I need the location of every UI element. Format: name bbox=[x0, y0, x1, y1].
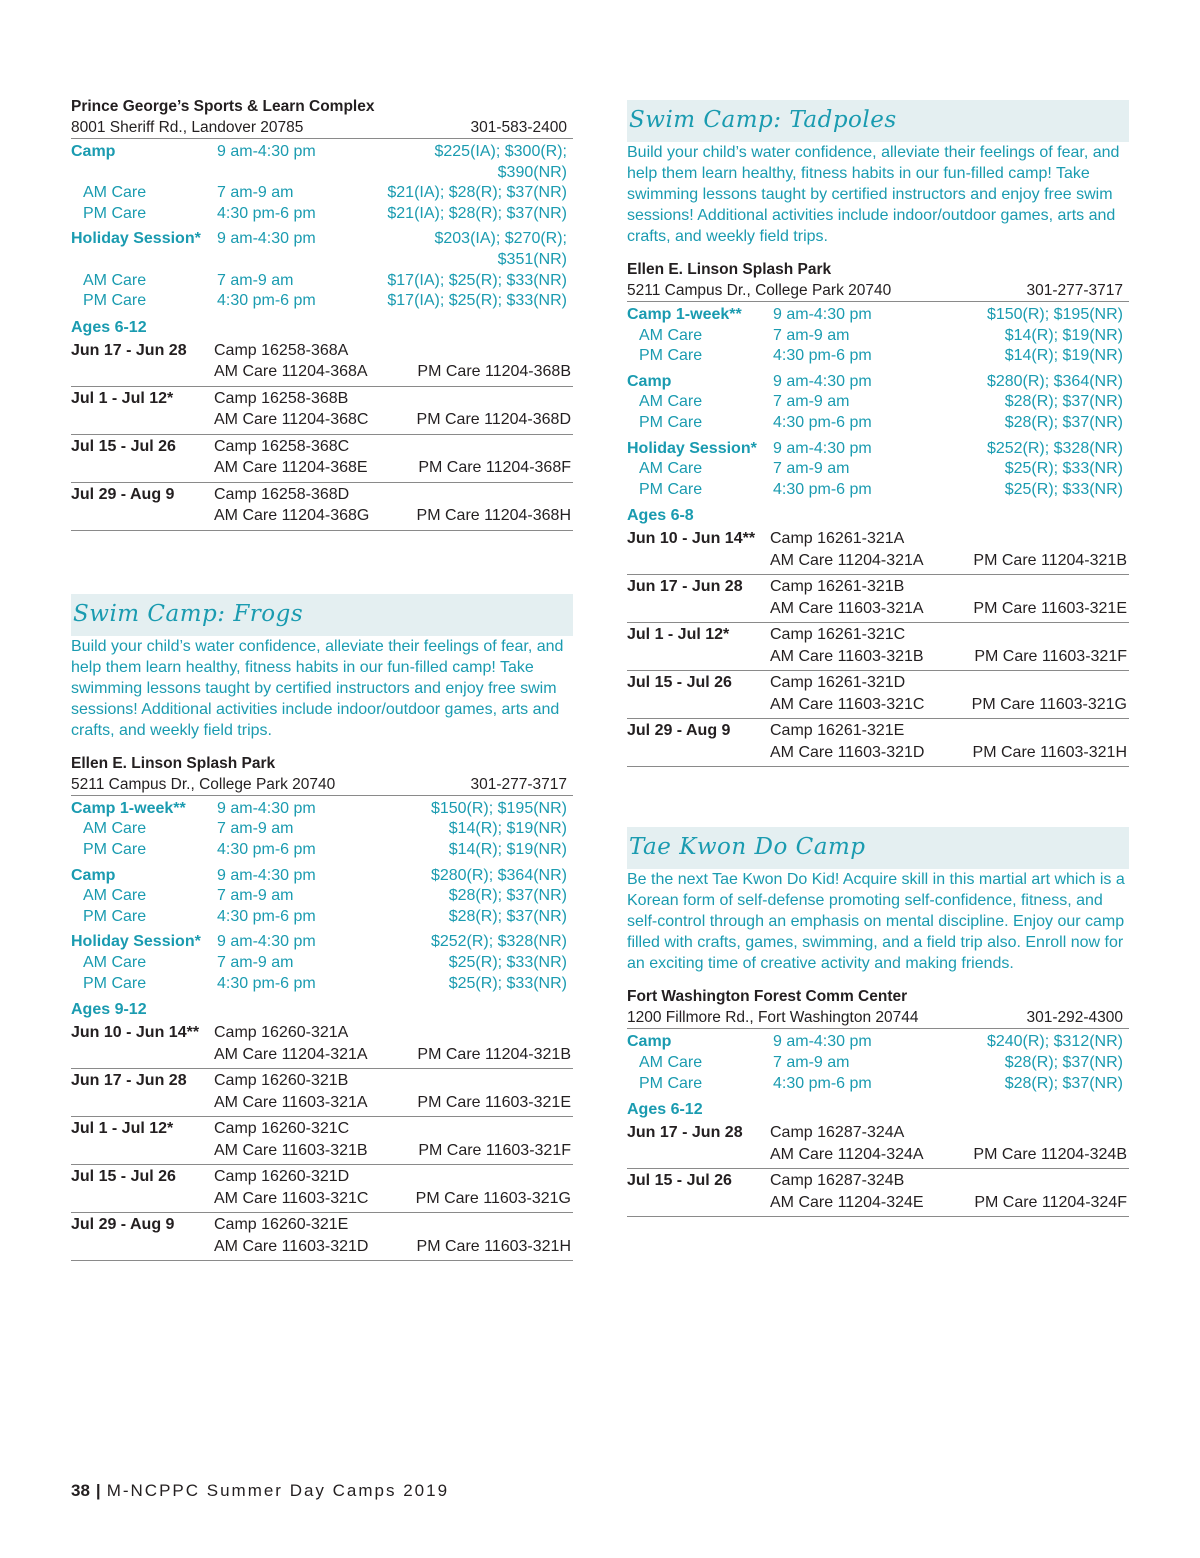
fee-label: Camp 1-week** bbox=[71, 799, 186, 817]
fee-group bbox=[627, 439, 1129, 501]
fee-price: $25(R); $33(NR) bbox=[1004, 480, 1123, 498]
section-description: Be the next Tae Kwon Do Kid! Acquire skill in this martial art which is a Korean form of self-defense promoting self-confidence, fitness, and self-control through an emphasis on mental discipline. Enjoy our camp filled with crafts, games, swimming, and a field trip also. Enroll now for an exciting time of creative activity and making friends. bbox=[627, 871, 1125, 973]
session-row bbox=[71, 1117, 573, 1165]
fee-label: AM Care bbox=[83, 820, 147, 838]
fee-label: Holiday Session* bbox=[71, 230, 201, 248]
location-address: 8001 Sheriff Rd., Landover 20785 bbox=[71, 119, 304, 136]
fee-time: 9 am-4:30 pm bbox=[217, 866, 316, 884]
pm-care-code: PM Care 11603-321G bbox=[415, 1189, 571, 1207]
session-row bbox=[71, 483, 573, 531]
fee-label: PM Care bbox=[83, 907, 147, 925]
fee-price: $28(R); $37(NR) bbox=[448, 887, 567, 905]
am-care-code: AM Care 11204-368A bbox=[214, 363, 368, 381]
am-care-code: AM Care 11204-368E bbox=[214, 459, 368, 477]
camp-code: Camp 16287-324A bbox=[770, 1124, 905, 1142]
session-row bbox=[71, 1069, 573, 1117]
fee-row bbox=[627, 372, 1129, 393]
session-dates: Jul 1 - Jul 12* bbox=[71, 389, 174, 407]
session-dates: Jun 10 - Jun 14** bbox=[627, 530, 756, 548]
session-row bbox=[71, 1021, 573, 1069]
session-row bbox=[627, 671, 1129, 719]
fee-row bbox=[71, 271, 573, 292]
fee-row bbox=[71, 974, 573, 995]
fee-table bbox=[627, 1032, 1129, 1094]
pm-care-code: PM Care 11204-321B bbox=[973, 551, 1127, 569]
fee-label: Camp bbox=[71, 866, 116, 884]
section-description: Build your child’s water confidence, alleviate their feelings of fear, and help them learn healthy, fitness habits in our fun-filled camp! Take swimming lessons taught by certified instructors and enjoy free swim sessions! Additional activities include indoor/outdoor games, arts and crafts, and weekly field trips. bbox=[627, 144, 1120, 245]
location-name: Fort Washington Forest Comm Center bbox=[627, 988, 908, 1006]
fee-label: AM Care bbox=[639, 460, 703, 478]
camp-code: Camp 16261-321A bbox=[770, 530, 905, 548]
camp-code: Camp 16258-368B bbox=[214, 389, 349, 407]
pm-care-code: PM Care 11603-321G bbox=[971, 695, 1127, 713]
fee-price: $28(R); $37(NR) bbox=[1004, 1053, 1123, 1071]
ages-label: Ages 6-8 bbox=[627, 507, 694, 525]
left-column bbox=[71, 96, 573, 1261]
fee-group bbox=[627, 305, 1129, 367]
fee-label: Camp bbox=[71, 143, 116, 160]
camp-code: Camp 16260-321D bbox=[214, 1168, 350, 1186]
fee-group bbox=[71, 866, 573, 928]
session-dates: Jul 1 - Jul 12* bbox=[627, 626, 730, 644]
fee-price: $225(IA); $300(R); $390(NR) bbox=[434, 143, 567, 181]
fee-row bbox=[71, 953, 573, 974]
location-sports-learn bbox=[71, 96, 573, 139]
footer-divider: | bbox=[95, 1481, 101, 1500]
fee-group bbox=[71, 142, 573, 224]
session-row bbox=[627, 575, 1129, 623]
fee-row bbox=[627, 439, 1129, 460]
session-row bbox=[71, 387, 573, 435]
camp-code: Camp 16260-321B bbox=[214, 1072, 349, 1090]
camp-code: Camp 16258-368C bbox=[214, 437, 350, 455]
fee-price: $28(R); $37(NR) bbox=[1004, 393, 1123, 411]
fee-label: Camp 1-week** bbox=[627, 306, 742, 323]
fee-price: $14(R); $19(NR) bbox=[448, 820, 567, 838]
fee-label: AM Care bbox=[83, 887, 147, 905]
location-splash-park bbox=[71, 753, 573, 796]
camp-code: Camp 16261-321C bbox=[770, 626, 906, 644]
fee-row bbox=[627, 1032, 1129, 1053]
pm-care-code: PM Care 11603-321H bbox=[416, 1237, 571, 1255]
fee-label: AM Care bbox=[639, 326, 703, 344]
session-dates: Jul 15 - Jul 26 bbox=[71, 437, 176, 455]
am-care-code: AM Care 11603-321A bbox=[214, 1093, 368, 1111]
fee-label: AM Care bbox=[83, 184, 147, 202]
pm-care-code: PM Care 11603-321E bbox=[973, 599, 1127, 617]
fee-table bbox=[627, 305, 1129, 500]
location-name: Ellen E. Linson Splash Park bbox=[627, 261, 832, 278]
fee-group bbox=[71, 229, 573, 311]
pm-care-code: PM Care 11603-321F bbox=[418, 1141, 571, 1159]
fee-row bbox=[627, 305, 1129, 326]
session-list bbox=[627, 1121, 1129, 1217]
am-care-code: AM Care 11204-321A bbox=[214, 1045, 368, 1063]
fee-time: 7 am-9 am bbox=[217, 271, 294, 289]
section-banner-frogs bbox=[71, 594, 573, 636]
pm-care-code: PM Care 11204-368H bbox=[416, 507, 571, 525]
camp-code: Camp 16261-321E bbox=[770, 722, 905, 740]
fee-time: 7 am-9 am bbox=[217, 887, 294, 905]
session-list bbox=[627, 527, 1129, 767]
fee-price: $17(IA); $25(R); $33(NR) bbox=[387, 292, 567, 310]
fee-group bbox=[71, 932, 573, 994]
fee-price: $280(R); $364(NR) bbox=[430, 866, 567, 884]
session-dates: Jul 29 - Aug 9 bbox=[627, 722, 731, 740]
ages-label: Ages 9-12 bbox=[71, 1001, 147, 1019]
ages-label: Ages 6-12 bbox=[71, 318, 147, 336]
section-title: Tae Kwon Do Camp bbox=[629, 834, 866, 861]
fee-time: 4:30 pm-6 pm bbox=[217, 292, 316, 310]
fee-row bbox=[71, 886, 573, 907]
fee-label: Holiday Session* bbox=[71, 933, 201, 951]
session-dates: Jul 15 - Jul 26 bbox=[627, 1172, 732, 1190]
pm-care-code: PM Care 11603-321H bbox=[972, 743, 1127, 761]
session-row bbox=[627, 623, 1129, 671]
fee-row bbox=[71, 291, 573, 312]
section-title: Swim Camp: Tadpoles bbox=[629, 107, 897, 133]
session-list bbox=[71, 339, 573, 531]
fee-time: 9 am-4:30 pm bbox=[773, 439, 872, 457]
address-row bbox=[627, 1007, 1129, 1029]
session-row bbox=[71, 1213, 573, 1261]
am-care-code: AM Care 11204-321A bbox=[770, 551, 924, 569]
pm-care-code: PM Care 11204-368D bbox=[416, 411, 571, 429]
fee-time: 7 am-9 am bbox=[217, 953, 294, 971]
pm-care-code: PM Care 11204-324F bbox=[974, 1193, 1127, 1211]
am-care-code: AM Care 11204-368G bbox=[214, 507, 370, 525]
session-dates: Jun 10 - Jun 14** bbox=[71, 1024, 200, 1042]
location-address: 5211 Campus Dr., College Park 20740 bbox=[627, 282, 892, 299]
am-care-code: AM Care 11603-321A bbox=[770, 599, 924, 617]
publication-title: M-NCPPC Summer Day Camps 2019 bbox=[106, 1481, 450, 1500]
fee-time: 7 am-9 am bbox=[217, 184, 294, 202]
fee-group bbox=[71, 799, 573, 861]
location-fort-washington bbox=[627, 986, 1129, 1029]
session-row bbox=[627, 527, 1129, 575]
fee-price: $28(R); $37(NR) bbox=[448, 907, 567, 925]
fee-label: Holiday Session* bbox=[627, 439, 757, 457]
session-dates: Jul 29 - Aug 9 bbox=[71, 485, 175, 503]
camp-code: Camp 16260-321E bbox=[214, 1216, 349, 1234]
am-care-code: AM Care 11603-321D bbox=[214, 1237, 369, 1255]
session-dates: Jun 17 - Jun 28 bbox=[627, 578, 743, 596]
address-row bbox=[71, 117, 573, 139]
session-dates: Jul 15 - Jul 26 bbox=[71, 1168, 176, 1186]
am-care-code: AM Care 11603-321B bbox=[770, 647, 924, 665]
page-footer bbox=[71, 1481, 449, 1501]
session-row bbox=[71, 435, 573, 483]
am-care-code: AM Care 11204-368C bbox=[214, 411, 369, 429]
fee-time: 4:30 pm-6 pm bbox=[217, 907, 316, 925]
fee-label: PM Care bbox=[639, 1074, 703, 1092]
fee-label: PM Care bbox=[83, 204, 147, 222]
fee-label: PM Care bbox=[639, 347, 703, 365]
pm-care-code: PM Care 11204-368F bbox=[418, 459, 571, 477]
fee-row bbox=[627, 326, 1129, 347]
fee-time: 4:30 pm-6 pm bbox=[773, 413, 872, 431]
fee-time: 9 am-4:30 pm bbox=[773, 1033, 872, 1051]
session-row bbox=[71, 339, 573, 387]
fee-row bbox=[627, 392, 1129, 413]
fee-price: $25(R); $33(NR) bbox=[448, 974, 567, 992]
fee-price: $150(R); $195(NR) bbox=[430, 799, 567, 817]
fee-price: $28(R); $37(NR) bbox=[1004, 413, 1123, 431]
page-number: 38 bbox=[71, 1481, 90, 1500]
location-address: 5211 Campus Dr., College Park 20740 bbox=[71, 775, 336, 793]
fee-row bbox=[71, 907, 573, 928]
fee-time: 9 am-4:30 pm bbox=[217, 230, 316, 248]
fee-time: 7 am-9 am bbox=[773, 1053, 850, 1071]
session-dates: Jun 17 - Jun 28 bbox=[627, 1124, 743, 1142]
fee-time: 7 am-9 am bbox=[217, 820, 294, 838]
section-banner-tadpoles bbox=[627, 100, 1129, 142]
pm-care-code: PM Care 11603-321F bbox=[974, 647, 1127, 665]
session-row bbox=[627, 1121, 1129, 1169]
fee-row bbox=[71, 840, 573, 861]
fee-row bbox=[71, 183, 573, 204]
pm-care-code: PM Care 11204-368B bbox=[417, 363, 571, 381]
fee-row bbox=[71, 866, 573, 887]
pm-care-code: PM Care 11603-321E bbox=[417, 1093, 571, 1111]
camp-code: Camp 16261-321D bbox=[770, 674, 906, 692]
fee-price: $280(R); $364(NR) bbox=[986, 372, 1123, 390]
fee-time: 4:30 pm-6 pm bbox=[217, 204, 316, 222]
section-banner-taekwondo bbox=[627, 827, 1129, 869]
fee-label: Camp bbox=[627, 1033, 672, 1051]
fee-time: 4:30 pm-6 pm bbox=[773, 1074, 872, 1092]
fee-time: 7 am-9 am bbox=[773, 326, 850, 344]
location-phone: 301-583-2400 bbox=[470, 119, 567, 136]
fee-label: PM Care bbox=[83, 974, 147, 992]
fee-row bbox=[627, 459, 1129, 480]
location-phone: 301-277-3717 bbox=[1026, 282, 1123, 299]
address-row bbox=[71, 774, 573, 796]
fee-price: $252(R); $328(NR) bbox=[986, 439, 1123, 457]
session-row bbox=[71, 1165, 573, 1213]
fee-price: $17(IA); $25(R); $33(NR) bbox=[387, 271, 567, 289]
fee-label: PM Care bbox=[639, 480, 703, 498]
fee-row bbox=[627, 480, 1129, 501]
fee-row bbox=[627, 413, 1129, 434]
location-phone: 301-292-4300 bbox=[1026, 1009, 1123, 1027]
session-row bbox=[627, 1169, 1129, 1217]
fee-time: 4:30 pm-6 pm bbox=[217, 974, 316, 992]
fee-row bbox=[71, 932, 573, 953]
fee-label: Camp bbox=[627, 372, 672, 390]
am-care-code: AM Care 11603-321C bbox=[770, 695, 925, 713]
session-dates: Jul 29 - Aug 9 bbox=[71, 1216, 175, 1234]
session-row bbox=[627, 719, 1129, 767]
camp-code: Camp 16260-321C bbox=[214, 1120, 350, 1138]
am-care-code: AM Care 11603-321C bbox=[214, 1189, 369, 1207]
fee-price: $150(R); $195(NR) bbox=[986, 306, 1123, 323]
fee-price: $203(IA); $270(R); $351(NR) bbox=[434, 230, 567, 268]
fee-row bbox=[627, 1074, 1129, 1095]
session-dates: Jun 17 - Jun 28 bbox=[71, 1072, 187, 1090]
fee-price: $14(R); $19(NR) bbox=[448, 840, 567, 858]
camp-code: Camp 16261-321B bbox=[770, 578, 905, 596]
am-care-code: AM Care 11204-324E bbox=[770, 1193, 924, 1211]
fee-label: PM Care bbox=[83, 840, 147, 858]
fee-time: 9 am-4:30 pm bbox=[773, 306, 872, 323]
location-address: 1200 Fillmore Rd., Fort Washington 20744 bbox=[627, 1009, 919, 1027]
location-splash-park bbox=[627, 259, 1129, 302]
fee-row bbox=[71, 204, 573, 225]
section-description: Build your child’s water confidence, alleviate their feelings of fear, and help them learn healthy, fitness habits in our fun-filled camp! Take swimming lessons taught by certified instructors and enjoy free swim sessions! Additional activities include indoor/outdoor games, arts and crafts, and weekly field trips. bbox=[71, 637, 564, 739]
fee-price: $14(R); $19(NR) bbox=[1004, 347, 1123, 365]
fee-row bbox=[627, 346, 1129, 367]
am-care-code: AM Care 11603-321B bbox=[214, 1141, 368, 1159]
fee-time: 7 am-9 am bbox=[773, 393, 850, 411]
am-care-code: AM Care 11204-324A bbox=[770, 1145, 924, 1163]
section-title: Swim Camp: Frogs bbox=[73, 600, 304, 627]
fee-group bbox=[627, 372, 1129, 434]
fee-time: 9 am-4:30 pm bbox=[217, 143, 316, 160]
am-care-code: AM Care 11603-321D bbox=[770, 743, 925, 761]
fee-price: $21(IA); $28(R); $37(NR) bbox=[387, 184, 567, 202]
fee-row bbox=[627, 1053, 1129, 1074]
fee-price: $28(R); $37(NR) bbox=[1004, 1074, 1123, 1092]
fee-row bbox=[71, 799, 573, 820]
session-dates: Jun 17 - Jun 28 bbox=[71, 341, 187, 359]
fee-row bbox=[71, 819, 573, 840]
camp-code: Camp 16260-321A bbox=[214, 1024, 349, 1042]
location-phone: 301-277-3717 bbox=[470, 775, 567, 793]
fee-price: $21(IA); $28(R); $37(NR) bbox=[387, 204, 567, 222]
fee-table bbox=[71, 799, 573, 994]
fee-group bbox=[627, 1032, 1129, 1094]
pm-care-code: PM Care 11204-324B bbox=[973, 1145, 1127, 1163]
fee-label: AM Care bbox=[83, 953, 147, 971]
fee-price: $25(R); $33(NR) bbox=[448, 953, 567, 971]
camp-code: Camp 16258-368D bbox=[214, 485, 350, 503]
camp-code: Camp 16287-324B bbox=[770, 1172, 905, 1190]
session-dates: Jul 15 - Jul 26 bbox=[627, 674, 732, 692]
session-dates: Jul 1 - Jul 12* bbox=[71, 1120, 174, 1138]
session-list bbox=[71, 1021, 573, 1261]
ages-label: Ages 6-12 bbox=[627, 1101, 703, 1119]
fee-time: 4:30 pm-6 pm bbox=[773, 480, 872, 498]
fee-price: $252(R); $328(NR) bbox=[430, 933, 567, 951]
fee-label: AM Care bbox=[639, 393, 703, 411]
fee-time: 4:30 pm-6 pm bbox=[217, 840, 316, 858]
fee-row bbox=[71, 229, 573, 270]
fee-table bbox=[71, 142, 573, 312]
fee-time: 7 am-9 am bbox=[773, 460, 850, 478]
fee-label: PM Care bbox=[83, 292, 147, 310]
fee-price: $240(R); $312(NR) bbox=[986, 1033, 1123, 1051]
fee-time: 9 am-4:30 pm bbox=[773, 372, 872, 390]
pm-care-code: PM Care 11204-321B bbox=[417, 1045, 571, 1063]
fee-label: PM Care bbox=[639, 413, 703, 431]
fee-row bbox=[71, 142, 573, 183]
location-name: Ellen E. Linson Splash Park bbox=[71, 754, 276, 772]
fee-price: $25(R); $33(NR) bbox=[1004, 460, 1123, 478]
location-name: Prince George’s Sports & Learn Complex bbox=[71, 98, 375, 115]
right-column bbox=[627, 100, 1129, 1217]
fee-time: 9 am-4:30 pm bbox=[217, 799, 316, 817]
fee-price: $14(R); $19(NR) bbox=[1004, 326, 1123, 344]
fee-time: 9 am-4:30 pm bbox=[217, 933, 316, 951]
fee-label: AM Care bbox=[83, 271, 147, 289]
fee-label: AM Care bbox=[639, 1053, 703, 1071]
address-row bbox=[627, 280, 1129, 302]
camp-code: Camp 16258-368A bbox=[214, 341, 349, 359]
fee-time: 4:30 pm-6 pm bbox=[773, 347, 872, 365]
